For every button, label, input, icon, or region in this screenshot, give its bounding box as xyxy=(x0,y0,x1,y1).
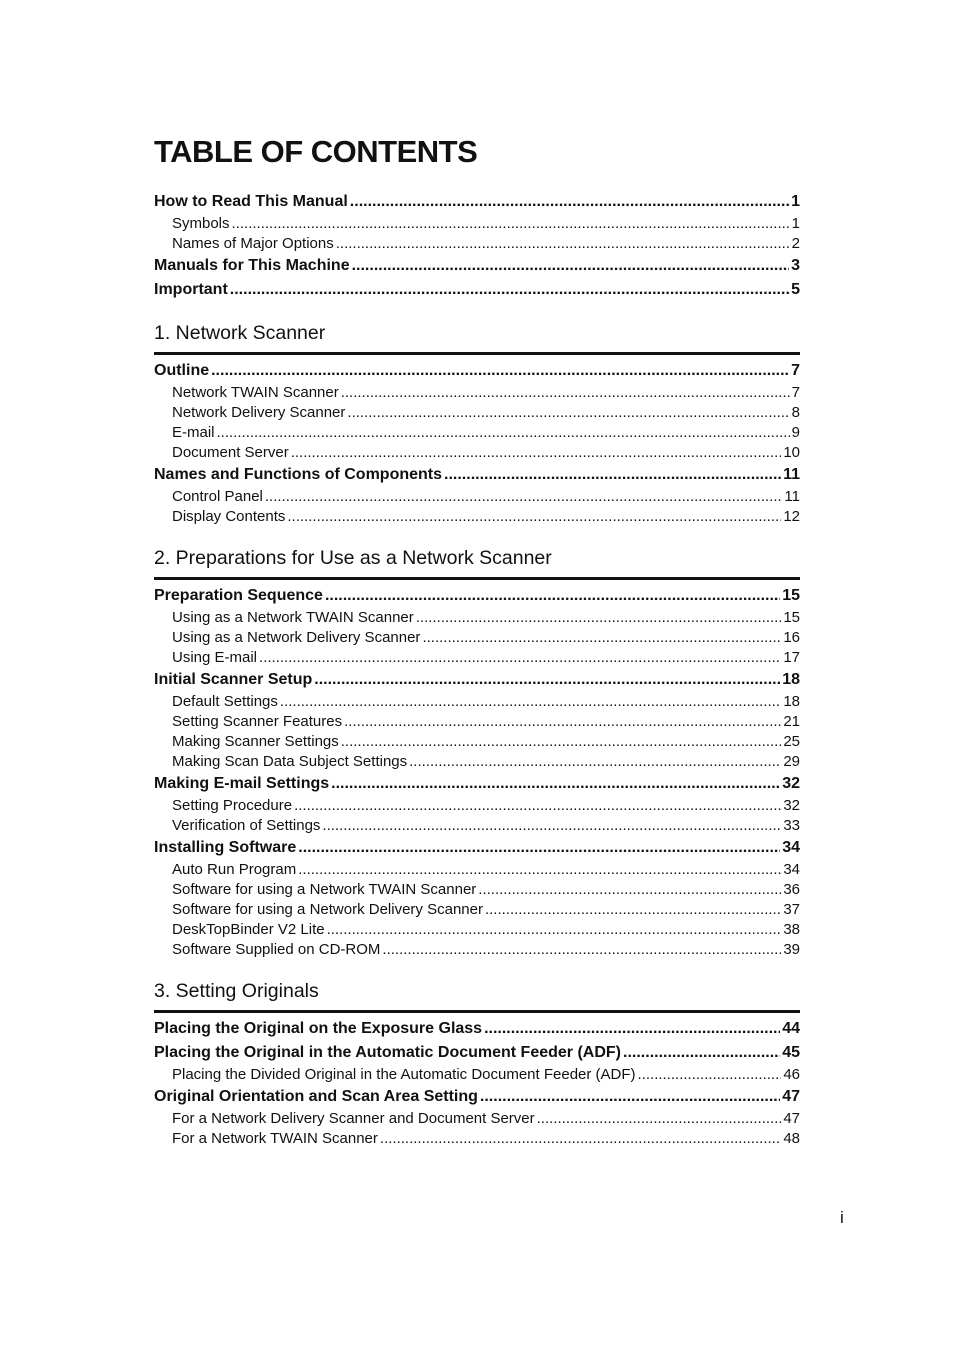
entry-label: Software for using a Network Delivery Scanner xyxy=(172,901,483,918)
entry-page-number: 21 xyxy=(783,713,800,730)
entry-label: How to Read This Manual xyxy=(154,193,348,210)
entry-page-number: 2 xyxy=(791,235,800,252)
entry-page-number: 46 xyxy=(783,1066,800,1083)
dot-leader xyxy=(344,712,781,732)
entry-label: Outline xyxy=(154,362,210,379)
entry-label: Original Orientation and Scan Area Setting xyxy=(154,1088,478,1105)
entry-page-number: 37 xyxy=(783,901,800,918)
entry-label: Placing the Divided Original in the Automatic Document Feeder (ADF) xyxy=(172,1066,636,1083)
dot-leader xyxy=(350,190,789,214)
entry-label: Manuals for This Machine xyxy=(154,257,350,274)
toc-subsection-entry[interactable] xyxy=(154,732,800,752)
toc-subsection-entry[interactable] xyxy=(154,1109,800,1129)
toc-subsection-entry[interactable] xyxy=(154,900,800,920)
toc-section-entry[interactable] xyxy=(154,1085,800,1109)
dot-leader xyxy=(217,423,790,443)
dot-leader xyxy=(341,383,790,403)
toc-subsection-entry[interactable] xyxy=(154,423,800,443)
entry-page-number: 44 xyxy=(782,1020,800,1037)
dot-leader xyxy=(230,278,789,302)
entry-page-number: 18 xyxy=(782,671,800,688)
toc-section-entry[interactable] xyxy=(154,836,800,860)
entry-label: Network TWAIN Scanner xyxy=(172,384,339,401)
dot-leader xyxy=(478,880,781,900)
entry-label: Control Panel xyxy=(172,488,263,505)
chapter-block xyxy=(154,978,800,1149)
dot-leader xyxy=(347,403,789,423)
toc-subsection-entry[interactable] xyxy=(154,880,800,900)
entry-page-number: 36 xyxy=(783,881,800,898)
entry-page-number: 9 xyxy=(791,424,800,441)
entry-page-number: 38 xyxy=(783,921,800,938)
toc-subsection-entry[interactable] xyxy=(154,234,800,254)
entry-label: Symbols xyxy=(172,215,230,232)
entry-page-number: 3 xyxy=(791,257,800,274)
entry-label: Setting Scanner Features xyxy=(172,713,343,730)
front-matter xyxy=(154,190,800,302)
dot-leader xyxy=(314,668,780,692)
toc-section-entry[interactable] xyxy=(154,1041,800,1065)
toc-subsection-entry[interactable] xyxy=(154,940,800,960)
dot-leader xyxy=(380,1129,781,1149)
dot-leader xyxy=(331,772,780,796)
entry-label: Making Scanner Settings xyxy=(172,733,339,750)
entry-label: Initial Scanner Setup xyxy=(154,671,313,688)
entry-label: Important xyxy=(154,281,228,298)
page-number: i xyxy=(840,1208,844,1227)
entry-label: Default Settings xyxy=(172,693,278,710)
toc-subsection-entry[interactable] xyxy=(154,752,800,772)
toc-subsection-entry[interactable] xyxy=(154,403,800,423)
dot-leader xyxy=(298,860,781,880)
dot-leader xyxy=(382,940,781,960)
dot-leader xyxy=(480,1085,780,1109)
entry-page-number: 10 xyxy=(783,444,800,461)
dot-leader xyxy=(280,692,781,712)
entry-label: For a Network Delivery Scanner and Document Server xyxy=(172,1110,535,1127)
entry-page-number: 34 xyxy=(783,861,800,878)
toc-subsection-entry[interactable] xyxy=(154,1129,800,1149)
dot-leader xyxy=(416,608,782,628)
dot-leader xyxy=(485,900,781,920)
entry-page-number: 1 xyxy=(791,215,800,232)
entry-label: Software Supplied on CD-ROM xyxy=(172,941,381,958)
entry-label: Auto Run Program xyxy=(172,861,297,878)
dot-leader xyxy=(265,487,783,507)
table-of-contents xyxy=(154,190,800,1149)
entry-label: Using as a Network Delivery Scanner xyxy=(172,629,421,646)
dot-leader xyxy=(484,1017,780,1041)
toc-subsection-entry[interactable] xyxy=(154,1065,800,1085)
dot-leader xyxy=(325,584,780,608)
entry-label: Placing the Original in the Automatic Document Feeder (ADF) xyxy=(154,1044,622,1061)
dot-leader xyxy=(422,628,781,648)
dot-leader xyxy=(232,214,790,234)
toc-section-entry[interactable] xyxy=(154,278,800,302)
entry-label: Verification of Settings xyxy=(172,817,321,834)
dot-leader xyxy=(537,1109,782,1129)
chapter-heading[interactable]: 3. Setting Originals xyxy=(154,978,800,1013)
dot-leader xyxy=(327,920,782,940)
toc-subsection-entry[interactable] xyxy=(154,443,800,463)
entry-page-number: 32 xyxy=(783,797,800,814)
toc-subsection-entry[interactable] xyxy=(154,920,800,940)
chapter-block xyxy=(154,545,800,960)
dot-leader xyxy=(291,443,782,463)
dot-leader xyxy=(341,732,782,752)
entry-label: Display Contents xyxy=(172,508,286,525)
entry-label: Using as a Network TWAIN Scanner xyxy=(172,609,414,626)
toc-subsection-entry[interactable] xyxy=(154,487,800,507)
toc-section-entry[interactable] xyxy=(154,463,800,487)
entry-label: Names of Major Options xyxy=(172,235,334,252)
entry-label: Preparation Sequence xyxy=(154,587,323,604)
entry-page-number: 11 xyxy=(783,466,800,483)
entry-label: Names and Functions of Components xyxy=(154,466,443,483)
toc-section-entry[interactable] xyxy=(154,359,800,383)
entry-page-number: 47 xyxy=(782,1088,800,1105)
entry-page-number: 8 xyxy=(791,404,800,421)
entry-page-number: 39 xyxy=(783,941,800,958)
toc-subsection-entry[interactable] xyxy=(154,816,800,836)
toc-subsection-entry[interactable] xyxy=(154,507,800,527)
dot-leader xyxy=(298,836,780,860)
entry-label: Setting Procedure xyxy=(172,797,293,814)
entry-label: E-mail xyxy=(172,424,215,441)
entry-label: Making Scan Data Subject Settings xyxy=(172,753,408,770)
dot-leader xyxy=(352,254,790,278)
entry-page-number: 48 xyxy=(783,1130,800,1147)
dot-leader xyxy=(211,359,789,383)
dot-leader xyxy=(444,463,781,487)
toc-subsection-entry[interactable] xyxy=(154,692,800,712)
entry-page-number: 32 xyxy=(782,775,800,792)
toc-subsection-entry[interactable] xyxy=(154,608,800,628)
page-title: TABLE OF CONTENTS xyxy=(154,134,478,169)
chapter-heading[interactable]: 2. Preparations for Use as a Network Scanner xyxy=(154,545,800,580)
entry-page-number: 34 xyxy=(782,839,800,856)
entry-page-number: 1 xyxy=(791,193,800,210)
entry-page-number: 15 xyxy=(782,587,800,604)
entry-page-number: 29 xyxy=(783,753,800,770)
entry-page-number: 7 xyxy=(791,384,800,401)
dot-leader xyxy=(409,752,781,772)
chapter-block xyxy=(154,320,800,527)
entry-page-number: 47 xyxy=(783,1110,800,1127)
entry-page-number: 12 xyxy=(783,508,800,525)
dot-leader xyxy=(623,1041,780,1065)
toc-section-entry[interactable] xyxy=(154,584,800,608)
dot-leader xyxy=(294,796,781,816)
toc-subsection-entry[interactable] xyxy=(154,712,800,732)
chapter-heading[interactable]: 1. Network Scanner xyxy=(154,320,800,355)
toc-subsection-entry[interactable] xyxy=(154,648,800,668)
toc-section-entry[interactable] xyxy=(154,190,800,214)
entry-page-number: 7 xyxy=(791,362,800,379)
toc-subsection-entry[interactable] xyxy=(154,383,800,403)
toc-section-entry[interactable] xyxy=(154,1017,800,1041)
entry-label: For a Network TWAIN Scanner xyxy=(172,1130,378,1147)
entry-label: Document Server xyxy=(172,444,289,461)
toc-subsection-entry[interactable] xyxy=(154,214,800,234)
toc-section-entry[interactable] xyxy=(154,772,800,796)
dot-leader xyxy=(638,1065,782,1085)
dot-leader xyxy=(287,507,781,527)
entry-page-number: 11 xyxy=(784,488,800,505)
entry-page-number: 45 xyxy=(782,1044,800,1061)
entry-page-number: 16 xyxy=(783,629,800,646)
toc-subsection-entry[interactable] xyxy=(154,860,800,880)
dot-leader xyxy=(336,234,790,254)
entry-label: Installing Software xyxy=(154,839,297,856)
entry-label: DeskTopBinder V2 Lite xyxy=(172,921,325,938)
entry-page-number: 17 xyxy=(783,649,800,666)
toc-subsection-entry[interactable] xyxy=(154,628,800,648)
entry-page-number: 18 xyxy=(783,693,800,710)
dot-leader xyxy=(322,816,781,836)
entry-page-number: 5 xyxy=(791,281,800,298)
entry-page-number: 15 xyxy=(783,609,800,626)
toc-section-entry[interactable] xyxy=(154,254,800,278)
entry-label: Placing the Original on the Exposure Glass xyxy=(154,1020,483,1037)
dot-leader xyxy=(259,648,781,668)
entry-label: Using E-mail xyxy=(172,649,258,666)
entry-label: Software for using a Network TWAIN Scanner xyxy=(172,881,477,898)
entry-page-number: 25 xyxy=(783,733,800,750)
toc-subsection-entry[interactable] xyxy=(154,796,800,816)
toc-section-entry[interactable] xyxy=(154,668,800,692)
entry-page-number: 33 xyxy=(783,817,800,834)
entry-label: Network Delivery Scanner xyxy=(172,404,346,421)
entry-label: Making E-mail Settings xyxy=(154,775,330,792)
